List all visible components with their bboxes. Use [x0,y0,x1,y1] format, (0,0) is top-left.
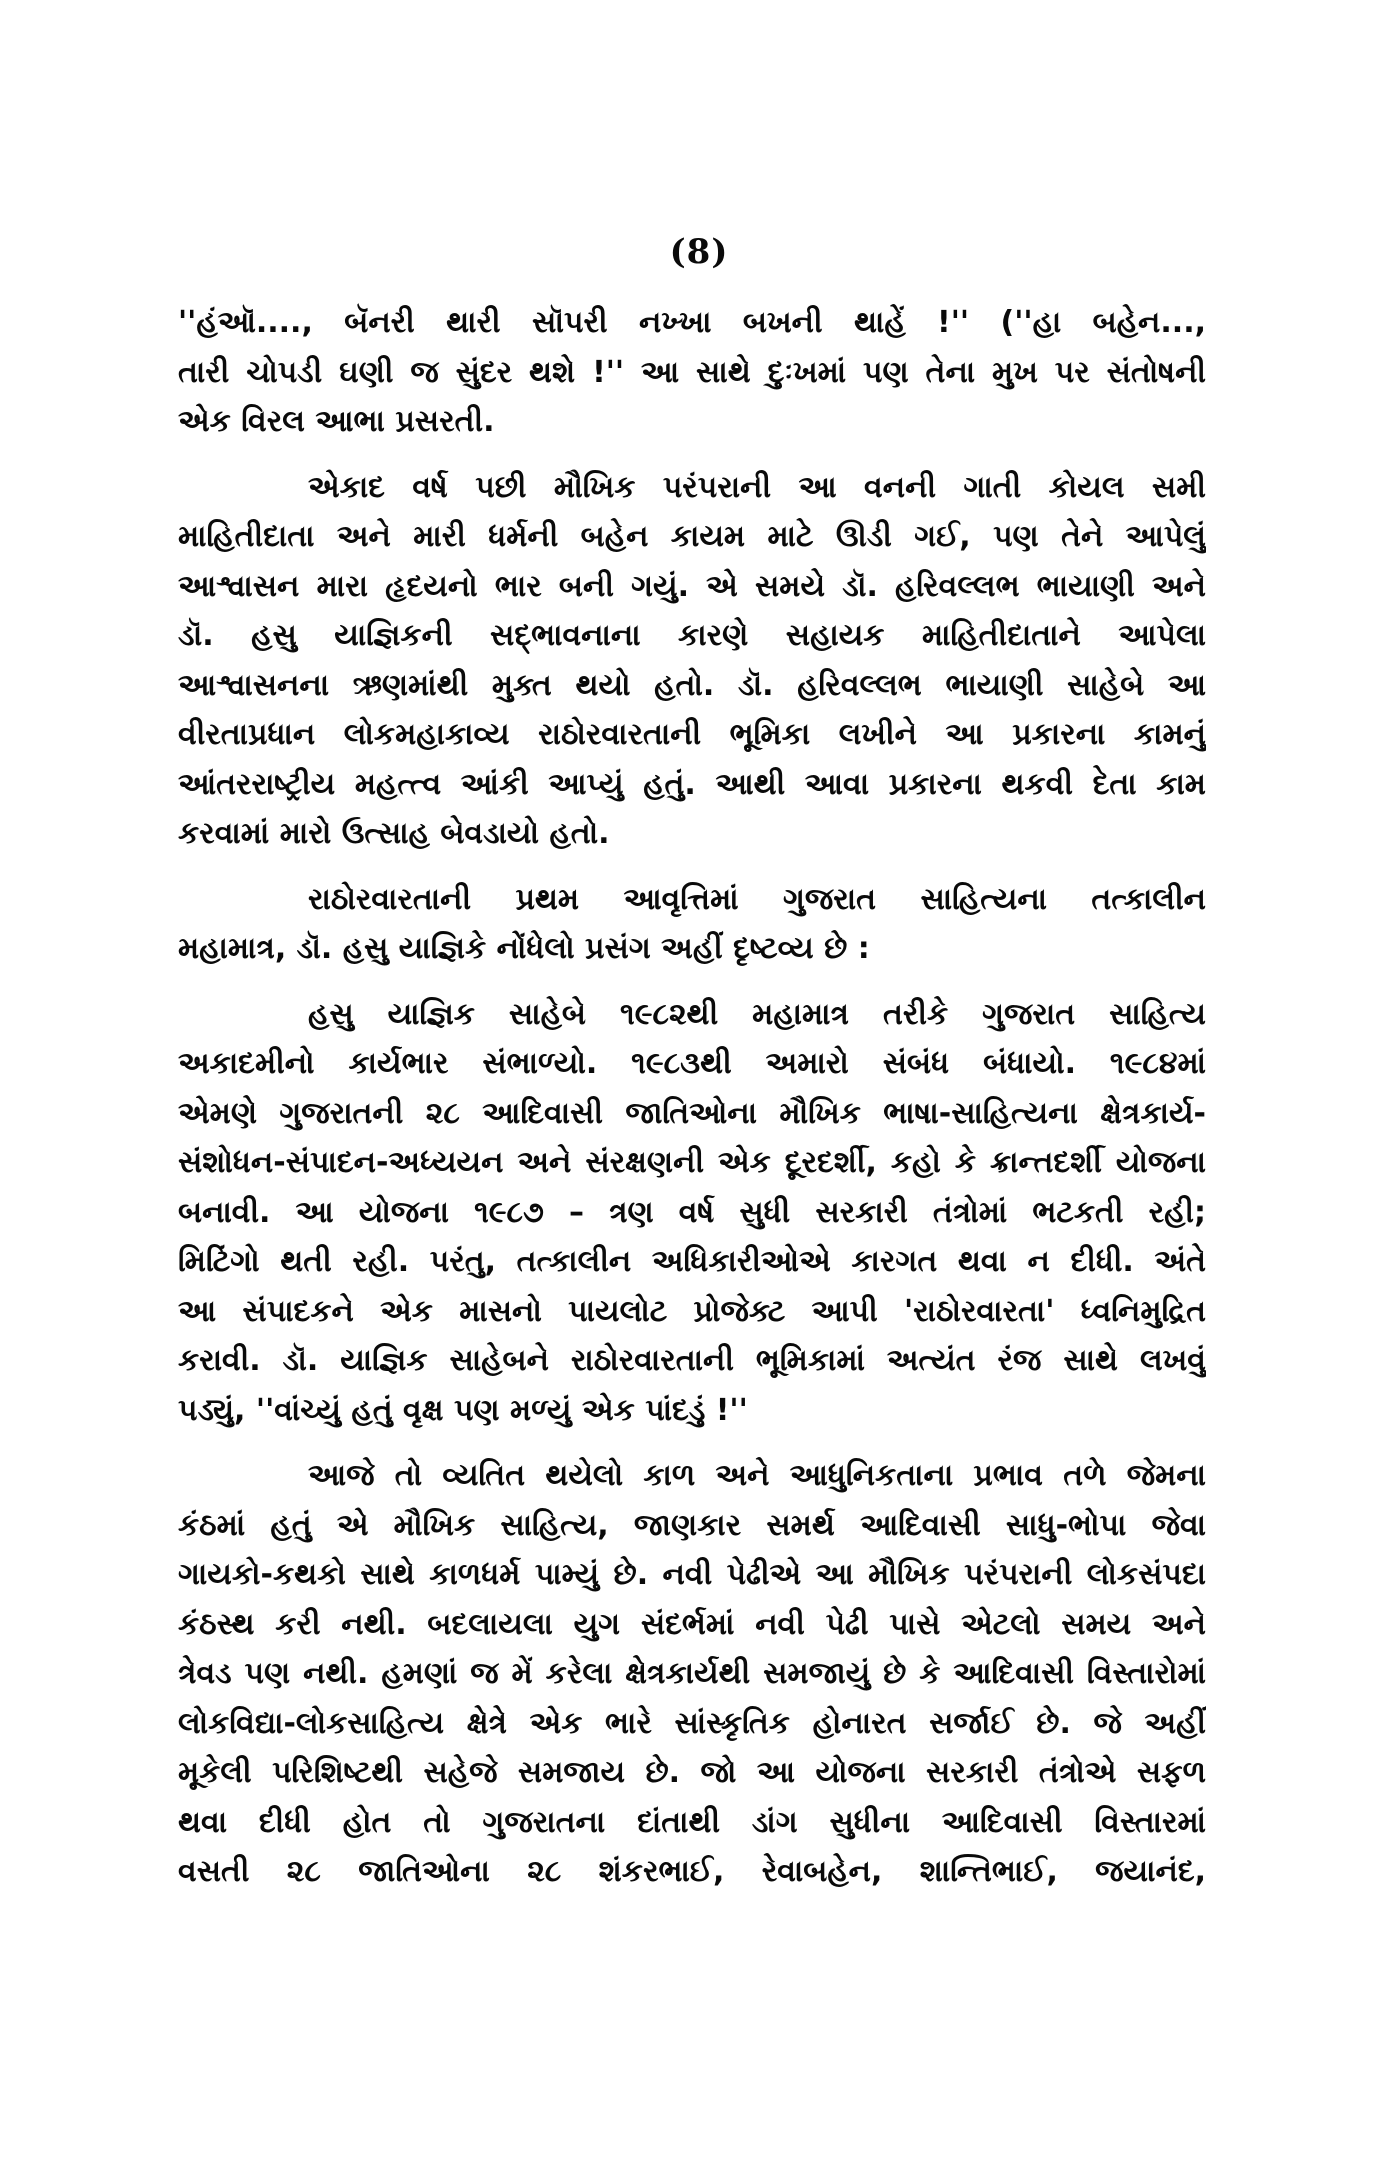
text-line: કરાવી. ડૉ. યાજ્ઞિક સાહેબને રાઠોરવારતાની ભૂમિકામાં અત્યંત રંજ સાથે લખવું [178,1343,1206,1378]
text-line: પડ્યું, ''વાંચ્યું હતું વૃક્ષ પણ મળ્યું એક પાંદડું !'' [178,1392,748,1428]
text-line: આશ્વાસન મારા હૃદયનો ભાર બની ગયું. એ સમયે ડૉ. હરિવલ્લભ ભાયાણી અને [178,568,1206,604]
paragraph-gap [178,1435,1206,1451]
text-line: હસુ યાજ્ઞિક સાહેબે ૧૯૮૨થી મહામાત્ર તરીકે ગુજરાત સાહિત્ય [308,996,1206,1032]
text-line: રાઠોરવારતાની પ્રથમ આવૃત્તિમાં ગુજરાત સાહિત્યના તત્કાલીન [308,881,1206,917]
paragraph-gap [178,447,1206,463]
paragraph-2 [178,463,1206,859]
text-line: ડૉ. હસુ યાજ્ઞિકની સદ્ભાવનાના કારણે સહાયક માહિતીદાતાને આપેલા [178,618,1206,653]
text-line: આ સંપાદકને એક માસનો પાયલોટ પ્રોજેક્ટ આપી 'રાઠોરવારતા' ધ્વનિમુદ્રિત [178,1293,1206,1329]
text-line: કંઠસ્થ કરી નથી. બદલાયલા યુગ સંદર્ભમાં નવી પેઢી પાસે એટલો સમય અને [178,1606,1206,1642]
paragraph-gap [178,859,1206,875]
text-line: વીરતાપ્રધાન લોકમહાકાવ્ય રાઠોરવારતાની ભૂમિકા લખીને આ પ્રકારના કામનું [178,717,1206,752]
text-line: એમણે ગુજરાતની ૨૮ આદિવાસી જાતિઓના મૌખિક ભાષા-સાહિત્યના ક્ષેત્રકાર્ય- [178,1095,1206,1131]
text-line: થવા દીધી હોત તો ગુજરાતના દાંતાથી ડાંગ સુધીના આદિવાસી વિસ્તારમાં [178,1804,1206,1840]
text-line: ''હંઑ...., બૅનરી થારી સૉપરી નખ્ખા બખની થાહેં !'' (''હા બહેન..., [178,305,1206,340]
text-line: કંઠમાં હતું એ મૌખિક સાહિત્ય, જાણકાર સમર્થ આદિવાસી સાધુ-ભોપા જેવા [178,1507,1206,1543]
paragraph-5 [178,1451,1206,1897]
text-line: કરવામાં મારો ઉત્સાહ બેવડાયો હતો. [178,816,610,851]
text-line: ગાયકો-કથકો સાથે કાળધર્મ પામ્યું છે. નવી પેઢીએ આ મૌખિક પરંપરાની લોકસંપદા [178,1557,1206,1592]
paragraph-3 [178,875,1206,974]
paragraph-1 [178,298,1206,447]
text-line: ત્રેવડ પણ નથી. હમણાં જ મેં કરેલા ક્ષેત્રકાર્યથી સમજાયું છે કે આદિવાસી વિસ્તારોમાં [178,1656,1206,1691]
text-line: અકાદમીનો કાર્યભાર સંભાળ્યો. ૧૯૮૩થી અમારો સંબંધ બંધાયો. ૧૯૮૪માં [178,1046,1206,1081]
paragraph-4 [178,990,1206,1436]
text-line: મૂકેલી પરિશિષ્ટથી સહેજે સમજાય છે. જો આ યોજના સરકારી તંત્રોએ સફળ [178,1755,1206,1790]
text-line: સંશોધન-સંપાદન-અધ્યયન અને સંરક્ષણની એક દૂરદર્શી, કહો કે ક્રાન્તદર્શી યોજના [178,1145,1206,1180]
text-line: આજે તો વ્યતિત થયેલો કાળ અને આધુનિકતાના પ્રભાવ તળે જેમના [308,1458,1206,1493]
text-line: મહામાત્ર, ડૉ. હસુ યાજ્ઞિકે નોંધેલો પ્રસંગ અહીં દૃષ્ટવ્ય છે : [178,931,870,966]
page-number: (8) [669,232,729,272]
text-line: વસતી ૨૮ જાતિઓના ૨૮ શંકરભાઈ, રેવાબહેન, શાન્તિભાઈ, જયાનંદ, [178,1854,1206,1889]
text-line: બનાવી. આ યોજના ૧૯૮૭ – ત્રણ વર્ષ સુધી સરકારી તંત્રોમાં ભટકતી રહી; [178,1194,1206,1230]
text-line: મિટિંગો થતી રહી. પરંતુ, તત્કાલીન અધિકારીઓએ કારગત થવા ન દીધી. અંતે [178,1244,1206,1279]
paragraph-gap [178,974,1206,990]
text-line: એકાદ વર્ષ પછી મૌખિક પરંપરાની આ વનની ગાતી કોયલ સમી [308,469,1206,505]
text-line: માહિતીદાતા અને મારી ધર્મની બહેન કાયમ માટે ઊડી ગઈ, પણ તેને આપેલું [178,519,1206,554]
text-line: એક વિરલ આભા પ્રસરતી. [178,404,495,439]
text-line: આંતરરાષ્ટ્રીય મહત્ત્વ આંકી આપ્યું હતું. આથી આવા પ્રકારના થકવી દેતા કામ [178,766,1206,802]
text-line: તારી ચોપડી ઘણી જ સુંદર થશે !'' આ સાથે દુઃખમાં પણ તેના મુખ પર સંતોષની [178,354,1206,390]
text-line: આશ્વાસનના ઋણમાંથી મુક્ત થયો હતો. ડૉ. હરિવલ્લભ ભાયાણી સાહેબે આ [178,667,1206,703]
body-text [178,298,1206,1897]
text-line: લોકવિદ્યા-લોકસાહિત્ય ક્ષેત્રે એક ભારે સાંસ્કૃતિક હોનારત સર્જાઈ છે. જે અહીં [178,1705,1206,1741]
